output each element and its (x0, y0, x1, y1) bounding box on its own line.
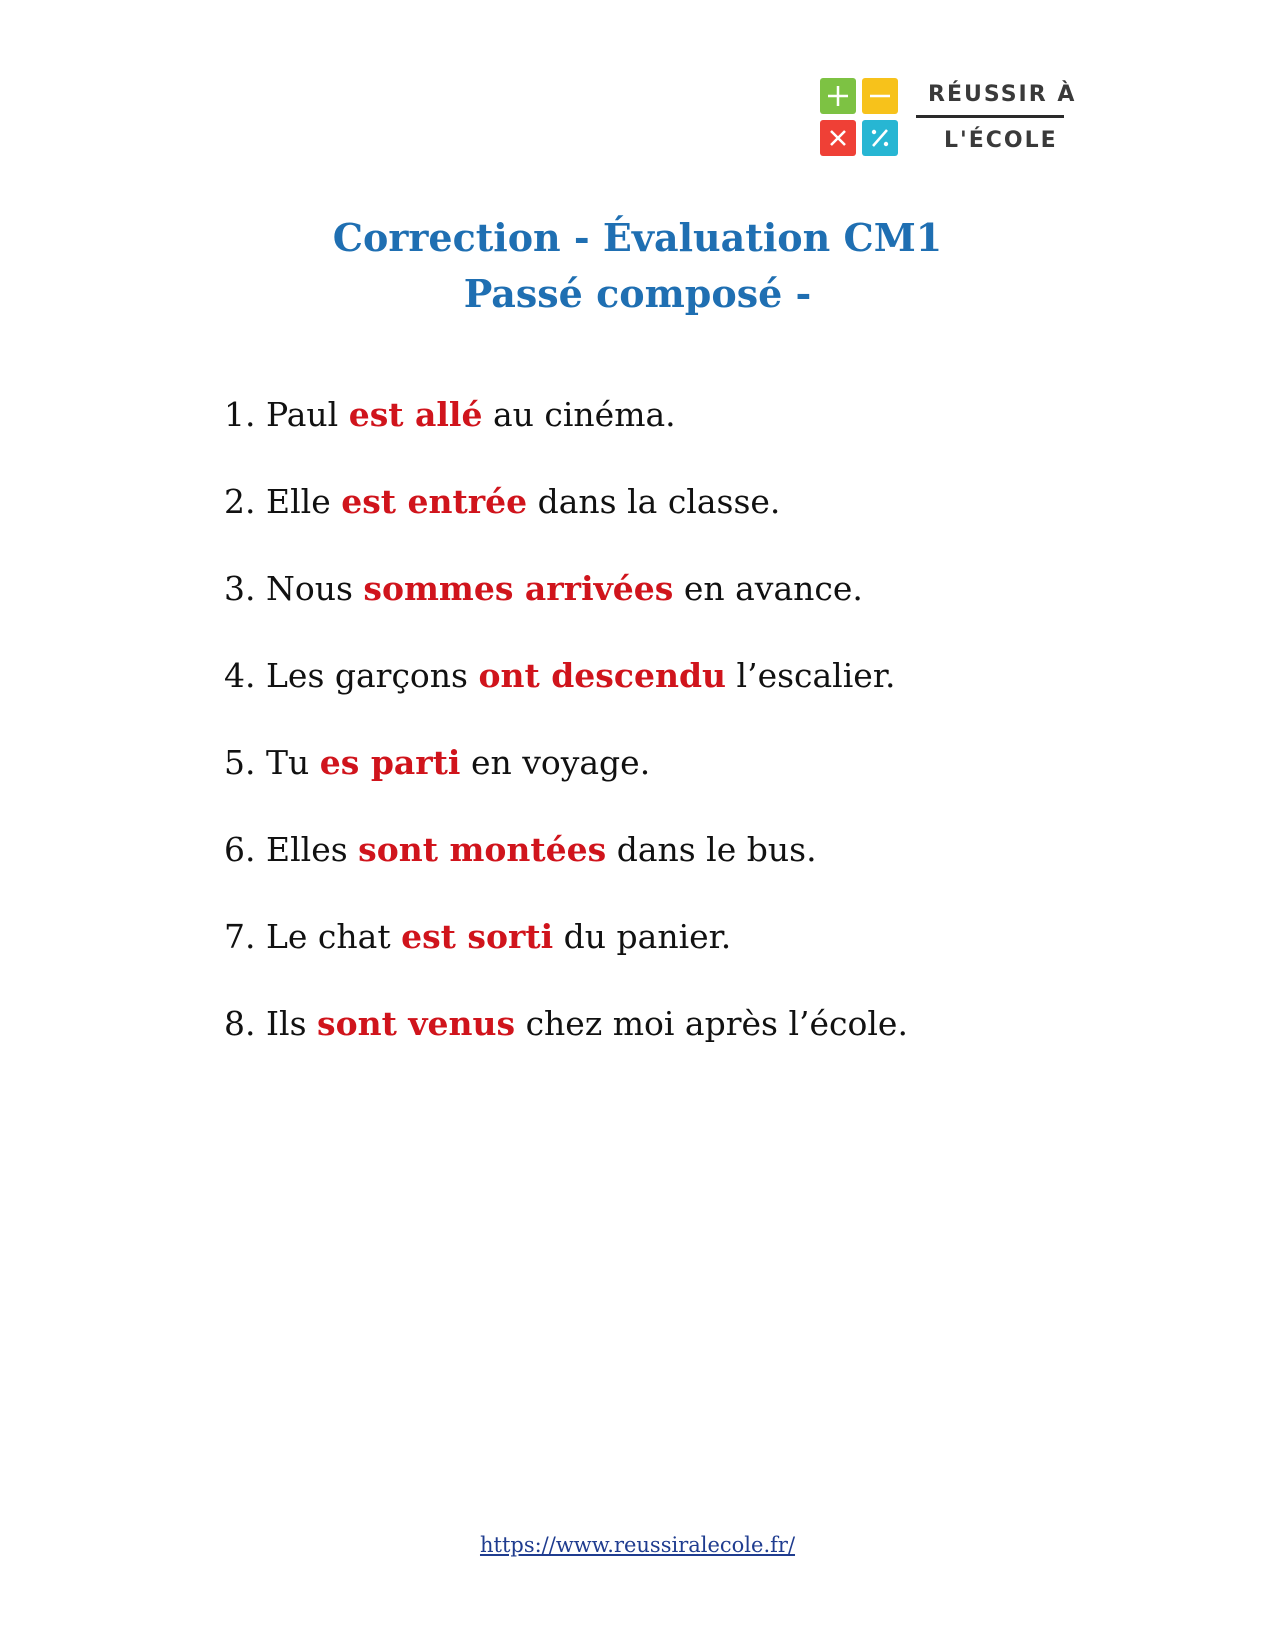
answer-after: du panier. (553, 917, 732, 956)
answer-before: Le chat (266, 917, 402, 956)
answer-item-2 (224, 482, 908, 569)
answer-number: 6. (224, 830, 256, 869)
answer-list (224, 395, 908, 1091)
answer-verb: est sorti (401, 917, 554, 956)
page-footer (0, 1533, 1275, 1557)
answer-item-3 (224, 569, 908, 656)
answer-verb: es parti (319, 743, 461, 782)
answer-after: en avance. (673, 569, 863, 608)
logo-tiles (820, 78, 902, 160)
answer-before: Elle (266, 482, 342, 521)
answer-item-8 (224, 1004, 908, 1091)
answer-verb: est entrée (341, 482, 528, 521)
answer-number: 2. (224, 482, 256, 521)
answer-number: 1. (224, 395, 256, 434)
website-link[interactable]: https://www.reussiralecole.fr/ (479, 1533, 796, 1557)
title-line2: Passé composé - (463, 271, 812, 316)
answer-verb: sont montées (358, 830, 607, 869)
answer-before: Nous (266, 569, 364, 608)
answer-after: dans le bus. (606, 830, 817, 869)
page-title (0, 210, 1275, 322)
answer-verb: ont descendu (478, 656, 727, 695)
answer-item-7 (224, 917, 908, 1004)
answer-before: Tu (266, 743, 320, 782)
answer-after: dans la classe. (527, 482, 781, 521)
answer-before: Elles (266, 830, 359, 869)
answer-verb: sommes arrivées (363, 569, 674, 608)
answer-verb: est allé (348, 395, 483, 434)
answer-item-6 (224, 830, 908, 917)
answer-before: Paul (266, 395, 349, 434)
answer-number: 7. (224, 917, 256, 956)
logo-line1: RÉUSSIR À (928, 82, 1077, 107)
site-logo (820, 78, 1077, 158)
plus-icon (820, 78, 856, 114)
answer-before: Ils (266, 1004, 318, 1043)
title-line1: Correction - Évaluation CM1 (332, 215, 943, 260)
answer-after: l’escalier. (726, 656, 896, 695)
times-icon (820, 120, 856, 156)
answer-after: chez moi après l’école. (515, 1004, 908, 1043)
answer-number: 5. (224, 743, 256, 782)
answer-number: 4. (224, 656, 256, 695)
answer-item-4 (224, 656, 908, 743)
answer-number: 8. (224, 1004, 256, 1043)
percent-icon (862, 120, 898, 156)
answer-verb: sont venus (317, 1004, 516, 1043)
logo-divider (916, 115, 1064, 118)
minus-icon (862, 78, 898, 114)
answer-after: au cinéma. (482, 395, 676, 434)
answer-item-5 (224, 743, 908, 830)
answer-after: en voyage. (460, 743, 651, 782)
answer-number: 3. (224, 569, 256, 608)
logo-wordmark (916, 78, 1077, 160)
logo-line2: L'ÉCOLE (944, 128, 1058, 153)
answer-item-1 (224, 395, 908, 482)
answer-before: Les garçons (266, 656, 479, 695)
